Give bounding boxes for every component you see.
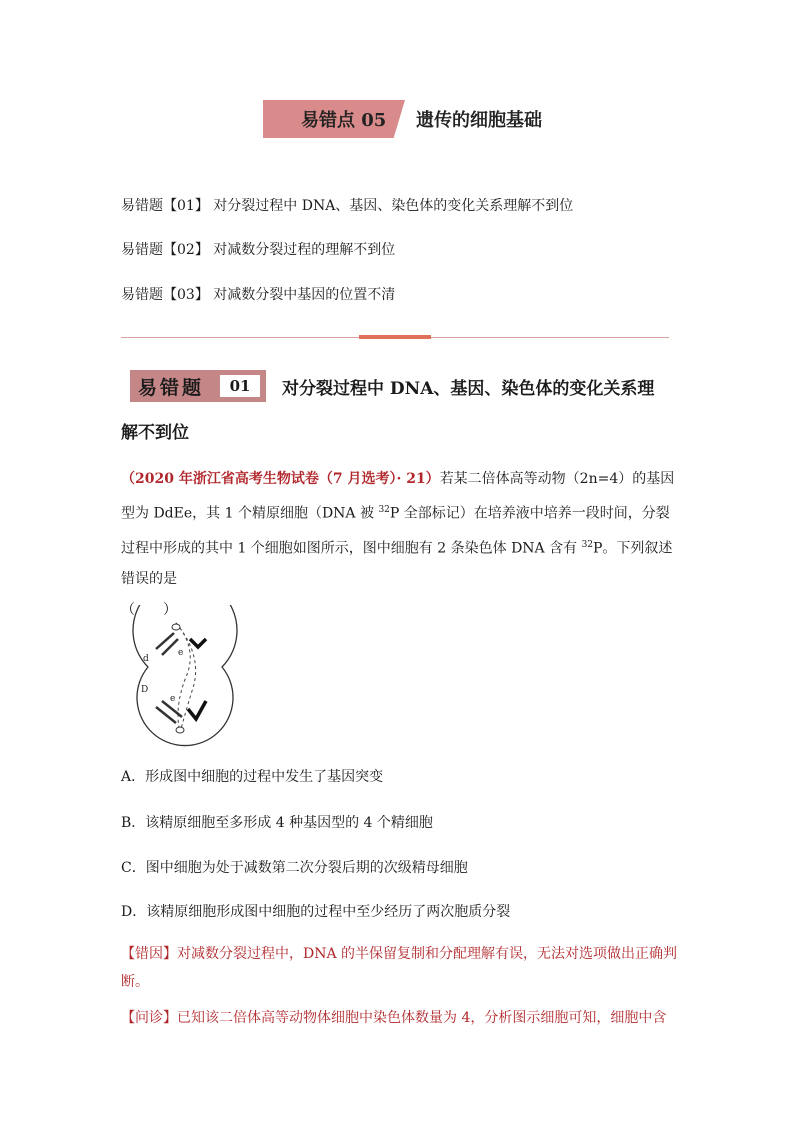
cell-membrane — [133, 605, 237, 746]
chromosome-bottom-right — [188, 701, 206, 719]
divider-accent — [359, 335, 431, 339]
page-title: 遗传的细胞基础 — [416, 110, 542, 131]
toc-item-1: 易错题【01】 对分裂过程中 DNA、基因、染色体的变化关系理解不到位 — [121, 198, 574, 214]
section-title-line1: 对分裂过程中 DNA、基因、染色体的变化关系理 — [282, 379, 655, 399]
toc-item-2: 易错题【02】 对减数分裂过程的理解不到位 — [121, 242, 396, 258]
section-number: 01 — [220, 375, 260, 397]
gene-label-d: d — [143, 654, 149, 664]
centrosome-bottom — [176, 727, 184, 733]
chromosome-top-right — [190, 639, 206, 647]
question-text-c: P。下列叙述错误的是 — [121, 540, 673, 588]
centrosome-top — [172, 624, 180, 630]
section-title-line2: 解不到位 — [121, 423, 189, 443]
section-label: 易错题 — [138, 377, 205, 399]
question-source: （2020 年浙江省高考生物试卷（7 月选考）· 21） — [121, 471, 440, 487]
question-text-b: P 全部标记）在培养液中培养一段时间，分裂过程中形成的其中 1 个细胞如图所示，图中细胞有 2 条染色体 DNA 含有 — [121, 505, 670, 557]
gene-label-e-top: e — [178, 648, 184, 658]
option-d: D．该精原细胞形成图中细胞的过程中至少经历了两次胞质分裂 — [121, 904, 511, 920]
toc-item-3: 易错题【03】 对减数分裂中基因的位置不清 — [121, 287, 396, 303]
question-text-a: 若某二倍体高等动物（2n=4）的基因型为 DdEe，其 1 个精原细胞（DNA 被 — [121, 471, 675, 522]
question-text — [121, 464, 681, 626]
isotope-mass: 32 — [378, 505, 390, 515]
gene-label-e-bottom: e — [170, 694, 176, 704]
cell-diagram-figure — [126, 605, 244, 755]
isotope-mass-2: 32 — [581, 539, 594, 550]
banner-tag: 易错点 05 — [301, 110, 387, 131]
answer-blank: （ ） — [121, 602, 177, 619]
option-b: B．该精原细胞至多形成 4 种基因型的 4 个精细胞 — [121, 815, 433, 831]
option-c: C．图中细胞为处于减数第二次分裂后期的次级精母细胞 — [121, 860, 468, 876]
diagnosis: 【问诊】已知该二倍体高等动物体细胞中染色体数量为 4，分析图示细胞可知，细胞中含 — [121, 1010, 667, 1026]
option-a: A．形成图中细胞的过程中发生了基因突变 — [121, 769, 384, 785]
chapter-banner — [263, 100, 608, 138]
section-label-box — [130, 370, 266, 402]
error-cause: 【错因】对减数分裂过程中，DNA 的半保留复制和分配理解有误，无法对选项做出正确判断。 — [121, 946, 678, 990]
gene-label-D: D — [141, 685, 149, 695]
